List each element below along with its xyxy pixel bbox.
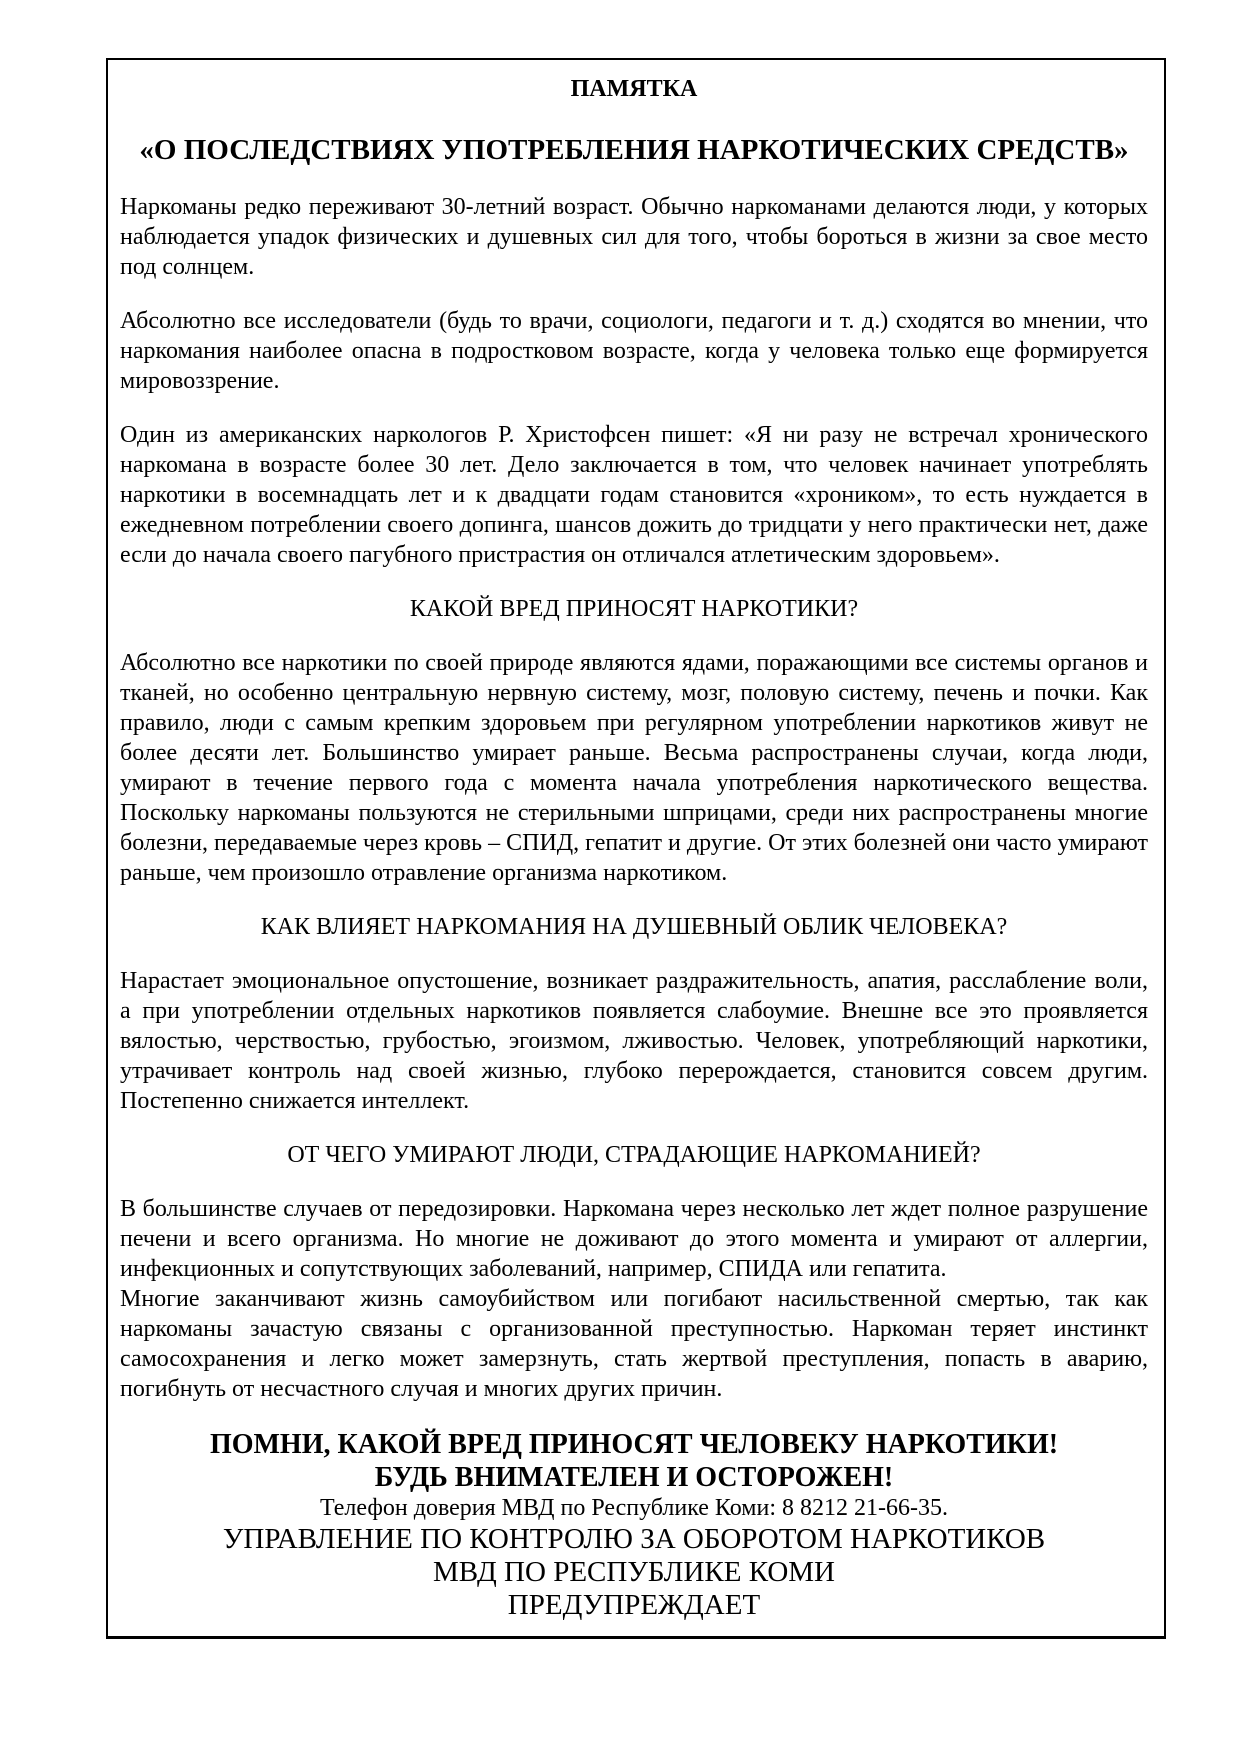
intro-paragraph-2: Абсолютно все исследователи (будь то врачи, социологи, педагоги и т. д.) сходятся во мнении, что наркомания наиболее опасна в подростковом возрасте, когда у человека только еще формируется мировоззрение. (120, 308, 1148, 394)
footer-warning-line-1: ПОМНИ, КАКОЙ ВРЕД ПРИНОСЯТ ЧЕЛОВЕКУ НАРКОТИКИ! (209, 1429, 1059, 1460)
footer-warning-line-2: БУДЬ ВНИМАТЕЛЕН И ОСТОРОЖЕН! (374, 1462, 894, 1493)
document-border-frame (106, 58, 1166, 1639)
footer-org-line-2: МВД ПО РЕСПУБЛИКЕ КОМИ (433, 1556, 835, 1588)
footer-org-line-3: ПРЕДУПРЕЖДАЕТ (507, 1589, 761, 1621)
footer-phone-line: Телефон доверия МВД по Республике Коми: 8 8212 21-66-35. (320, 1495, 948, 1521)
death-paragraph-2: Многие заканчивают жизнь самоубийством или погибают насильственной смертью, так как наркоманы зачастую связаны с организованной преступностью. Наркоман теряет инстинкт самосохранения и легко может замерзнуть, стать жертвой преступления, попасть в аварию, погибнуть от несчастного случая и многих других причин. (120, 1286, 1148, 1402)
death-paragraph-1: В большинстве случаев от передозировки. Наркомана через несколько лет ждет полное разрушение печени и всего организма. Но многие не доживают до этого момента и умирают от аллергии, инфекционных и сопутствующих заболеваний, например, СПИДА или гепатита. (120, 1196, 1148, 1282)
footer-org-line-1: УПРАВЛЕНИЕ ПО КОНТРОЛЮ ЗА ОБОРОТОМ НАРКОТИКОВ (222, 1523, 1046, 1555)
section-heading-mind: КАК ВЛИЯЕТ НАРКОМАНИЯ НА ДУШЕВНЫЙ ОБЛИК ЧЕЛОВЕКА? (260, 914, 1008, 940)
doc-title: ПАМЯТКА (570, 76, 698, 102)
intro-paragraph-3: Один из американских наркологов Р. Христофсен пишет: «Я ни разу не встречал хронического наркомана в возрасте более 30 лет. Дело заключается в том, что человек начинает употреблять наркотики в восемнадцать лет и к двадцати годам становится «хроником», то есть нуждается в ежедневном потреблении своего допинга, шансов дожить до тридцати у него практически нет, даже если до начала своего пагубного пристрастия он отличался атлетическим здоровьем». (120, 422, 1148, 568)
section-heading-harm: КАКОЙ ВРЕД ПРИНОСЯТ НАРКОТИКИ? (409, 596, 859, 622)
mind-paragraph-1: Нарастает эмоциональное опустошение, возникает раздражительность, апатия, расслабление воли, а при употреблении отдельных наркотиков появляется слабоумие. Внешне все это проявляется вялостью, черствостью, грубостью, эгоизмом, лживостью. Человек, употребляющий наркотики, утрачивает контроль над своей жизнью, глубоко перерождается, становится совсем другим. Постепенно снижается интеллект. (120, 968, 1148, 1114)
doc-subtitle: «О ПОСЛЕДСТВИЯХ УПОТРЕБЛЕНИЯ НАРКОТИЧЕСКИХ СРЕДСТВ» (139, 134, 1129, 166)
section-heading-death: ОТ ЧЕГО УМИРАЮТ ЛЮДИ, СТРАДАЮЩИЕ НАРКОМАНИЕЙ? (287, 1142, 981, 1168)
intro-paragraph-1: Наркоманы редко переживают 30-летний возраст. Обычно наркоманами делаются люди, у которых наблюдается упадок физических и душевных сил для того, чтобы бороться в жизни за свое место под солнцем. (120, 194, 1148, 280)
footer-block (120, 1428, 1148, 1622)
harm-paragraph-1: Абсолютно все наркотики по своей природе являются ядами, поражающими все системы органов и тканей, но особенно центральную нервную систему, мозг, половую систему, печень и почки. Как правило, люди с самым крепким здоровьем при регулярном употреблении наркотиков живут не более десяти лет. Большинство умирает раньше. Весьма распространены случаи, когда люди, умирают в течение первого года с момента начала употребления наркотического вещества. Поскольку наркоманы пользуются не стерильными шприцами, среди них распространены многие болезни, передаваемые через кровь – СПИД, гепатит и другие. От этих болезней они часто умирают раньше, чем произошло отравление организма наркотиком. (120, 650, 1148, 886)
